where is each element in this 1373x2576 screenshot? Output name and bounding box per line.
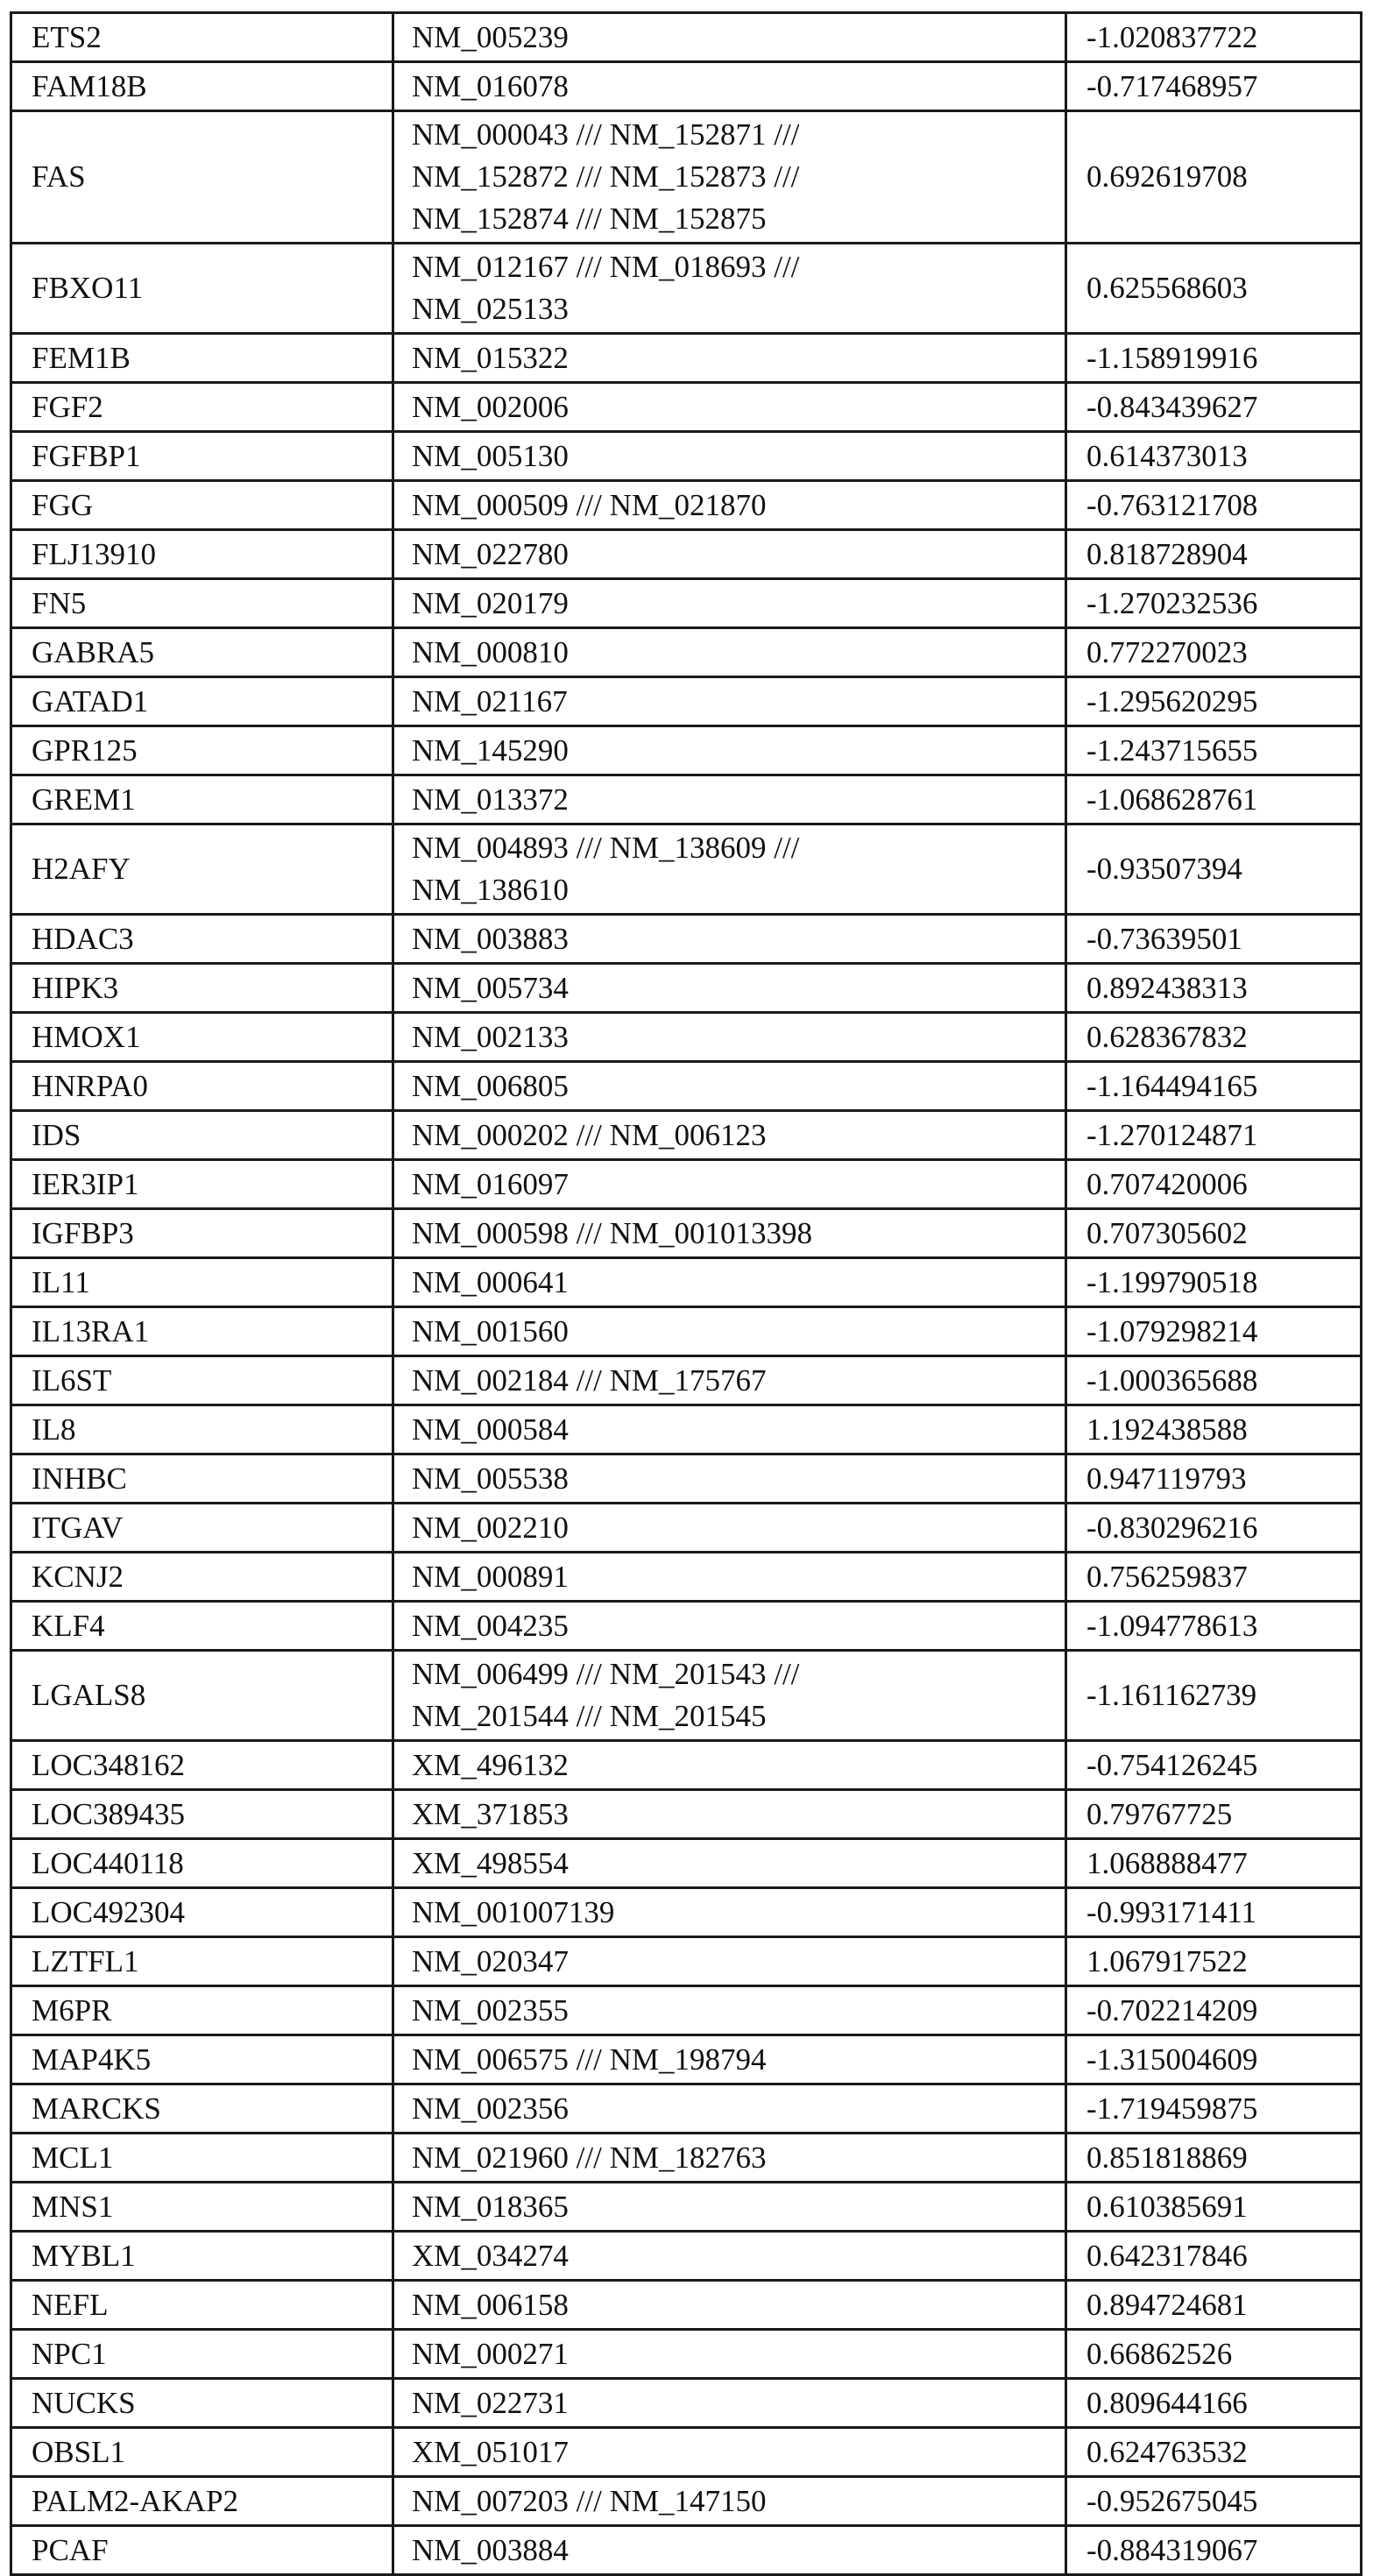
- table-row: [11, 2281, 1362, 2330]
- accession-cell: [393, 1504, 1066, 1553]
- gene-symbol-cell: INHBC: [11, 1454, 393, 1504]
- table-row: [11, 1986, 1362, 2035]
- accession-cell: [393, 1307, 1066, 1356]
- value-cell: -1.295620295: [1066, 677, 1362, 726]
- accession-line: NM_007203 /// NM_147150: [412, 2483, 767, 2518]
- accession-line: NM_018365: [412, 2189, 569, 2224]
- accession-cell: [393, 244, 1066, 334]
- table-row: [11, 13, 1362, 62]
- value-cell: -1.164494165: [1066, 1062, 1362, 1111]
- value-cell: 0.628367832: [1066, 1013, 1362, 1062]
- gene-symbol-cell: HIPK3: [11, 964, 393, 1013]
- gene-symbol-cell: NEFL: [11, 2281, 393, 2330]
- value-cell: -1.094778613: [1066, 1602, 1362, 1651]
- value-cell: -1.020837722: [1066, 13, 1362, 62]
- table-row: [11, 677, 1362, 726]
- table-row: [11, 775, 1362, 824]
- gene-symbol-cell: MAP4K5: [11, 2035, 393, 2084]
- accession-line: NM_000509 /// NM_021870: [412, 487, 767, 522]
- accession-cell: [393, 1160, 1066, 1209]
- value-cell: -1.270124871: [1066, 1111, 1362, 1160]
- value-cell: -0.884319067: [1066, 2526, 1362, 2575]
- value-cell: 0.625568603: [1066, 244, 1362, 334]
- accession-line: NM_000043 /// NM_152871 ///: [412, 117, 800, 152]
- value-cell: -0.952675045: [1066, 2477, 1362, 2526]
- gene-symbol-cell: M6PR: [11, 1986, 393, 2035]
- gene-symbol-cell: HDAC3: [11, 915, 393, 964]
- value-cell: 0.818728904: [1066, 530, 1362, 579]
- value-cell: -0.830296216: [1066, 1504, 1362, 1553]
- gene-symbol-cell: H2AFY: [11, 824, 393, 915]
- accession-cell: [393, 628, 1066, 677]
- value-cell: -0.754126245: [1066, 1741, 1362, 1790]
- accession-line: NM_002184 /// NM_175767: [412, 1362, 767, 1398]
- gene-symbol-cell: GPR125: [11, 726, 393, 775]
- accession-line: NM_002133: [412, 1019, 569, 1054]
- table-row: [11, 1062, 1362, 1111]
- accession-line: NM_020179: [412, 585, 569, 620]
- gene-symbol-cell: IDS: [11, 1111, 393, 1160]
- accession-line: NM_016078: [412, 68, 569, 103]
- accession-cell: [393, 481, 1066, 530]
- gene-symbol-cell: GABRA5: [11, 628, 393, 677]
- gene-expression-table: [10, 11, 1362, 2576]
- accession-line: NM_022731: [412, 2385, 569, 2420]
- gene-symbol-cell: FAM18B: [11, 62, 393, 111]
- value-cell: 1.068888477: [1066, 1839, 1362, 1888]
- gene-symbol-cell: LOC492304: [11, 1888, 393, 1937]
- gene-symbol-cell: MNS1: [11, 2183, 393, 2232]
- accession-cell: [393, 1839, 1066, 1888]
- accession-cell: [393, 1937, 1066, 1986]
- gene-symbol-cell: IL8: [11, 1405, 393, 1454]
- accession-cell: [393, 1888, 1066, 1937]
- table-row: [11, 726, 1362, 775]
- gene-symbol-cell: FGFBP1: [11, 432, 393, 481]
- accession-cell: [393, 2330, 1066, 2379]
- value-cell: 0.642317846: [1066, 2232, 1362, 2281]
- accession-line: NM_016097: [412, 1166, 569, 1201]
- accession-cell: [393, 1209, 1066, 1258]
- table-row: [11, 1307, 1362, 1356]
- table-row: [11, 432, 1362, 481]
- accession-line: NM_152872 /// NM_152873 ///: [412, 159, 800, 194]
- gene-symbol-cell: KCNJ2: [11, 1553, 393, 1602]
- table-row: [11, 111, 1362, 244]
- accession-line: NM_005538: [412, 1461, 569, 1496]
- accession-line: NM_152874 /// NM_152875: [412, 202, 767, 236]
- gene-symbol-cell: KLF4: [11, 1602, 393, 1651]
- table-row: [11, 1258, 1362, 1307]
- value-cell: 1.192438588: [1066, 1405, 1362, 1454]
- accession-cell: [393, 334, 1066, 383]
- value-cell: -1.315004609: [1066, 2035, 1362, 2084]
- accession-line: NM_006575 /// NM_198794: [412, 2042, 767, 2077]
- table-row: [11, 334, 1362, 383]
- accession-cell: [393, 1405, 1066, 1454]
- accession-line: NM_001560: [412, 1313, 569, 1348]
- accession-cell: [393, 915, 1066, 964]
- table-row: [11, 481, 1362, 530]
- gene-symbol-cell: NPC1: [11, 2330, 393, 2379]
- value-cell: 0.947119793: [1066, 1454, 1362, 1504]
- accession-cell: [393, 1454, 1066, 1504]
- accession-cell: [393, 1651, 1066, 1741]
- value-cell: -1.068628761: [1066, 775, 1362, 824]
- table-row: [11, 824, 1362, 915]
- accession-cell: [393, 1790, 1066, 1839]
- gene-symbol-cell: IL11: [11, 1258, 393, 1307]
- accession-cell: [393, 964, 1066, 1013]
- accession-line: NM_000202 /// NM_006123: [412, 1117, 767, 1152]
- table-row: [11, 2477, 1362, 2526]
- gene-symbol-cell: LGALS8: [11, 1651, 393, 1741]
- accession-line: NM_201544 /// NM_201545: [412, 1699, 767, 1733]
- accession-line: NM_005734: [412, 970, 569, 1005]
- gene-symbol-cell: HNRPA0: [11, 1062, 393, 1111]
- accession-line: NM_000641: [412, 1264, 569, 1299]
- gene-symbol-cell: GREM1: [11, 775, 393, 824]
- value-cell: -1.158919916: [1066, 334, 1362, 383]
- value-cell: 0.610385691: [1066, 2183, 1362, 2232]
- table-row: [11, 1602, 1362, 1651]
- gene-symbol-cell: GATAD1: [11, 677, 393, 726]
- value-cell: 0.66862526: [1066, 2330, 1362, 2379]
- table-row: [11, 628, 1362, 677]
- table-row: [11, 383, 1362, 432]
- accession-cell: [393, 2428, 1066, 2477]
- value-cell: 0.892438313: [1066, 964, 1362, 1013]
- accession-cell: [393, 2379, 1066, 2428]
- accession-line: NM_020347: [412, 1943, 569, 1978]
- gene-symbol-cell: HMOX1: [11, 1013, 393, 1062]
- accession-line: NM_000584: [412, 1412, 569, 1447]
- value-cell: -0.843439627: [1066, 383, 1362, 432]
- accession-line: XM_498554: [412, 1845, 569, 1880]
- table-row: [11, 244, 1362, 334]
- accession-cell: [393, 383, 1066, 432]
- accession-line: NM_001007139: [412, 1894, 615, 1929]
- value-cell: -1.243715655: [1066, 726, 1362, 775]
- accession-line: NM_015322: [412, 340, 569, 375]
- gene-symbol-cell: LZTFL1: [11, 1937, 393, 1986]
- accession-line: NM_021960 /// NM_182763: [412, 2140, 767, 2175]
- table-row: [11, 1790, 1362, 1839]
- accession-cell: [393, 2281, 1066, 2330]
- table-row: [11, 530, 1362, 579]
- table-row: [11, 1013, 1362, 1062]
- accession-line: NM_002355: [412, 1992, 569, 2028]
- accession-line: NM_138610: [412, 873, 569, 907]
- value-cell: 0.772270023: [1066, 628, 1362, 677]
- accession-cell: [393, 530, 1066, 579]
- table-row: [11, 1160, 1362, 1209]
- table-row: [11, 2134, 1362, 2183]
- accession-cell: [393, 775, 1066, 824]
- accession-line: NM_006499 /// NM_201543 ///: [412, 1657, 800, 1691]
- accession-line: NM_022780: [412, 536, 569, 571]
- table-row: [11, 964, 1362, 1013]
- accession-line: NM_006805: [412, 1068, 569, 1103]
- table-row: [11, 1504, 1362, 1553]
- accession-line: XM_034274: [412, 2238, 569, 2273]
- accession-cell: [393, 2477, 1066, 2526]
- value-cell: -0.717468957: [1066, 62, 1362, 111]
- accession-cell: [393, 1356, 1066, 1405]
- accession-cell: [393, 579, 1066, 628]
- gene-symbol-cell: IGFBP3: [11, 1209, 393, 1258]
- table-row: [11, 1741, 1362, 1790]
- table-row: [11, 2526, 1362, 2575]
- accession-line: NM_005130: [412, 438, 569, 473]
- table-row: [11, 1839, 1362, 1888]
- table-row: [11, 2183, 1362, 2232]
- accession-line: NM_002210: [412, 1510, 569, 1545]
- accession-line: NM_004893 /// NM_138609 ///: [412, 831, 800, 865]
- table-row: [11, 2232, 1362, 2281]
- value-cell: -0.993171411: [1066, 1888, 1362, 1937]
- gene-symbol-cell: MARCKS: [11, 2084, 393, 2134]
- table-row: [11, 1454, 1362, 1504]
- accession-line: NM_025133: [412, 292, 569, 326]
- gene-symbol-cell: LOC348162: [11, 1741, 393, 1790]
- value-cell: -0.93507394: [1066, 824, 1362, 915]
- accession-line: NM_145290: [412, 732, 569, 768]
- table-body: [11, 13, 1362, 2575]
- gene-symbol-cell: PCAF: [11, 2526, 393, 2575]
- table-row: [11, 1553, 1362, 1602]
- accession-line: NM_003883: [412, 921, 569, 956]
- gene-symbol-cell: FN5: [11, 579, 393, 628]
- table-row: [11, 62, 1362, 111]
- accession-cell: [393, 13, 1066, 62]
- accession-cell: [393, 62, 1066, 111]
- value-cell: -1.079298214: [1066, 1307, 1362, 1356]
- gene-symbol-cell: NUCKS: [11, 2379, 393, 2428]
- value-cell: 0.707305602: [1066, 1209, 1362, 1258]
- value-cell: 0.707420006: [1066, 1160, 1362, 1209]
- gene-symbol-cell: IL6ST: [11, 1356, 393, 1405]
- accession-cell: [393, 1986, 1066, 2035]
- accession-cell: [393, 2084, 1066, 2134]
- accession-line: XM_051017: [412, 2434, 569, 2469]
- value-cell: 0.809644166: [1066, 2379, 1362, 2428]
- table-row: [11, 915, 1362, 964]
- accession-line: NM_002356: [412, 2091, 569, 2126]
- accession-cell: [393, 1111, 1066, 1160]
- value-cell: 0.79767725: [1066, 1790, 1362, 1839]
- accession-line: NM_000810: [412, 634, 569, 669]
- table-row: [11, 1888, 1362, 1937]
- gene-symbol-cell: MYBL1: [11, 2232, 393, 2281]
- value-cell: -1.719459875: [1066, 2084, 1362, 2134]
- accession-cell: [393, 677, 1066, 726]
- table-row: [11, 2035, 1362, 2084]
- table-row: [11, 2084, 1362, 2134]
- value-cell: -1.000365688: [1066, 1356, 1362, 1405]
- accession-line: NM_005239: [412, 19, 569, 54]
- accession-line: NM_000891: [412, 1559, 569, 1594]
- accession-line: NM_000271: [412, 2336, 569, 2371]
- gene-symbol-cell: OBSL1: [11, 2428, 393, 2477]
- gene-symbol-cell: FEM1B: [11, 334, 393, 383]
- accession-line: NM_013372: [412, 782, 569, 817]
- gene-symbol-cell: FLJ13910: [11, 530, 393, 579]
- table-row: [11, 579, 1362, 628]
- value-cell: 0.756259837: [1066, 1553, 1362, 1602]
- table-row: [11, 1937, 1362, 1986]
- accession-cell: [393, 111, 1066, 244]
- value-cell: 0.614373013: [1066, 432, 1362, 481]
- gene-symbol-cell: FGG: [11, 481, 393, 530]
- accession-cell: [393, 2183, 1066, 2232]
- value-cell: 0.624763532: [1066, 2428, 1362, 2477]
- gene-symbol-cell: FBXO11: [11, 244, 393, 334]
- accession-cell: [393, 1062, 1066, 1111]
- accession-line: NM_012167 /// NM_018693 ///: [412, 250, 800, 284]
- gene-symbol-cell: FGF2: [11, 383, 393, 432]
- gene-symbol-cell: ETS2: [11, 13, 393, 62]
- accession-cell: [393, 824, 1066, 915]
- value-cell: -0.73639501: [1066, 915, 1362, 964]
- accession-cell: [393, 2232, 1066, 2281]
- accession-line: XM_371853: [412, 1796, 569, 1831]
- accession-cell: [393, 1602, 1066, 1651]
- accession-cell: [393, 2134, 1066, 2183]
- value-cell: 0.692619708: [1066, 111, 1362, 244]
- table-row: [11, 1209, 1362, 1258]
- gene-symbol-cell: LOC440118: [11, 1839, 393, 1888]
- accession-cell: [393, 2035, 1066, 2084]
- table-row: [11, 1651, 1362, 1741]
- table-row: [11, 1356, 1362, 1405]
- accession-line: NM_006158: [412, 2287, 569, 2322]
- value-cell: -1.199790518: [1066, 1258, 1362, 1307]
- gene-symbol-cell: IL13RA1: [11, 1307, 393, 1356]
- accession-line: NM_004235: [412, 1608, 569, 1643]
- accession-line: NM_021167: [412, 683, 568, 718]
- accession-line: NM_000598 /// NM_001013398: [412, 1215, 812, 1250]
- gene-symbol-cell: MCL1: [11, 2134, 393, 2183]
- value-cell: 0.894724681: [1066, 2281, 1362, 2330]
- accession-cell: [393, 726, 1066, 775]
- accession-cell: [393, 432, 1066, 481]
- value-cell: -1.161162739: [1066, 1651, 1362, 1741]
- gene-symbol-cell: ITGAV: [11, 1504, 393, 1553]
- table-row: [11, 2330, 1362, 2379]
- value-cell: -1.270232536: [1066, 579, 1362, 628]
- accession-cell: [393, 2526, 1066, 2575]
- accession-cell: [393, 1258, 1066, 1307]
- value-cell: 1.067917522: [1066, 1937, 1362, 1986]
- table-row: [11, 2379, 1362, 2428]
- table-row: [11, 1111, 1362, 1160]
- gene-symbol-cell: LOC389435: [11, 1790, 393, 1839]
- accession-cell: [393, 1013, 1066, 1062]
- accession-cell: [393, 1741, 1066, 1790]
- table-row: [11, 1405, 1362, 1454]
- gene-symbol-cell: FAS: [11, 111, 393, 244]
- gene-symbol-cell: IER3IP1: [11, 1160, 393, 1209]
- accession-cell: [393, 1553, 1066, 1602]
- table-row: [11, 2428, 1362, 2477]
- gene-symbol-cell: PALM2-AKAP2: [11, 2477, 393, 2526]
- value-cell: -0.763121708: [1066, 481, 1362, 530]
- accession-line: NM_003884: [412, 2532, 569, 2567]
- accession-line: NM_002006: [412, 389, 569, 424]
- value-cell: -0.702214209: [1066, 1986, 1362, 2035]
- accession-line: XM_496132: [412, 1747, 569, 1782]
- value-cell: 0.851818869: [1066, 2134, 1362, 2183]
